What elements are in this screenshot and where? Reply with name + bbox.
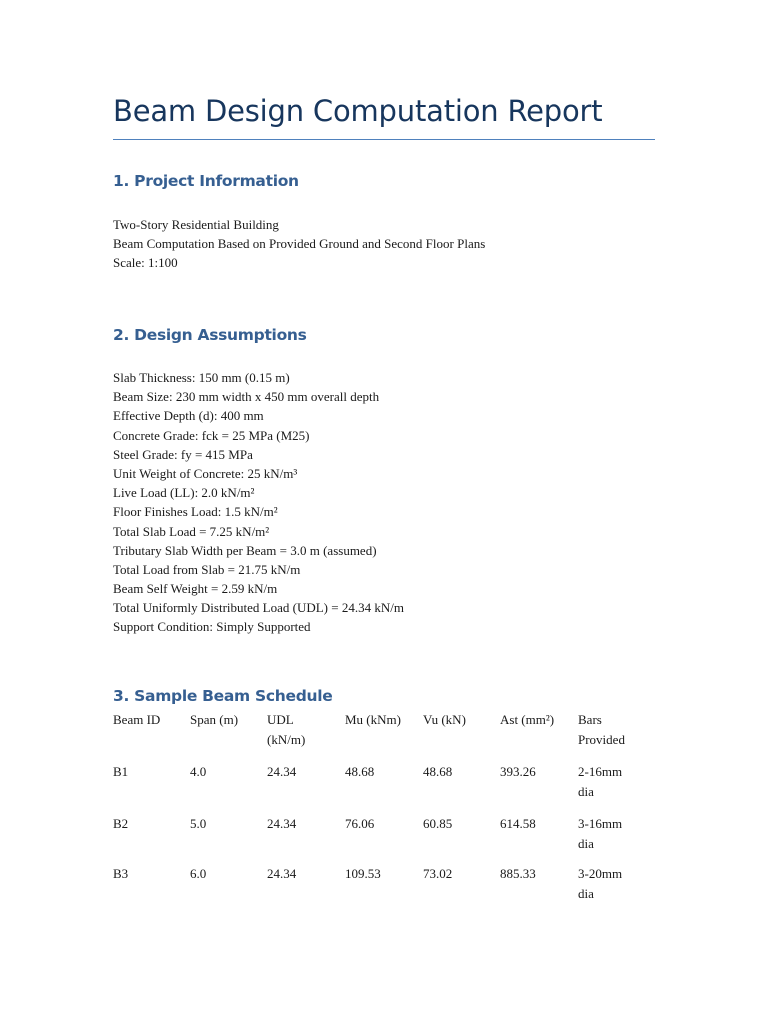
cell-text: B1 — [113, 764, 129, 779]
column-header-beam-id — [113, 710, 160, 730]
cell-bars-provided — [578, 814, 622, 853]
column-header-span — [190, 710, 238, 730]
document-title: Beam Design Computation Report — [113, 94, 603, 128]
cell-udl — [267, 762, 296, 782]
cell-text: 4.0 — [190, 764, 207, 779]
cell-text: 6.0 — [190, 866, 207, 881]
cell-ast — [500, 762, 536, 782]
text-line: Two-Story Residential Building — [113, 217, 279, 232]
cell-text: 60.85 — [423, 816, 453, 831]
header-line: Provided — [578, 731, 625, 747]
cell-text: 24.34 — [267, 866, 297, 881]
text-line: Total Slab Load = 7.25 kN/m² — [113, 523, 270, 539]
text-line: Beam Computation Based on Provided Ground and Second Floor Plans — [113, 236, 486, 252]
text-line: Tributary Slab Width per Beam = 3.0 m (assumed) — [113, 542, 377, 558]
header-line: Beam ID — [113, 712, 161, 727]
cell-text: B3 — [113, 866, 129, 881]
cell-text: 5.0 — [190, 816, 207, 831]
header-line: (kN/m) — [267, 731, 306, 747]
text-line: Total Load from Slab = 21.75 kN/m — [113, 561, 301, 577]
cell-text: 614.58 — [500, 816, 536, 831]
cell-bars-provided — [578, 762, 622, 801]
cell-udl — [267, 864, 296, 884]
cell-text: 3-20mm — [578, 866, 623, 881]
cell-mu — [345, 864, 381, 884]
cell-text: B2 — [113, 816, 129, 831]
text-line: Live Load (LL): 2.0 kN/m² — [113, 485, 255, 501]
text-line: Steel Grade: fy = 415 MPa — [113, 446, 253, 462]
project-information-lines — [113, 215, 655, 273]
cell-text: dia — [578, 783, 594, 799]
cell-beam-id — [113, 814, 128, 834]
text-line: Beam Self Weight = 2.59 kN/m — [113, 581, 278, 597]
cell-beam-id — [113, 864, 128, 884]
cell-span — [190, 762, 206, 782]
cell-text: 24.34 — [267, 816, 297, 831]
header-line: Vu (kN) — [423, 712, 466, 727]
cell-udl — [267, 814, 296, 834]
section-heading-sample-beam-schedule: 3. Sample Beam Schedule — [113, 687, 333, 705]
text-line: Beam Size: 230 mm width x 450 mm overall depth — [113, 389, 380, 405]
cell-text: 109.53 — [345, 866, 381, 881]
text-line: Slab Thickness: 150 mm (0.15 m) — [113, 370, 290, 385]
cell-text: 2-16mm — [578, 764, 623, 779]
text-line: Effective Depth (d): 400 mm — [113, 408, 264, 424]
column-header-bars-provided — [578, 710, 625, 749]
cell-text: 48.68 — [345, 764, 375, 779]
cell-text: 48.68 — [423, 764, 453, 779]
cell-ast — [500, 864, 536, 884]
text-line: Unit Weight of Concrete: 25 kN/m³ — [113, 465, 298, 481]
cell-text: 73.02 — [423, 866, 453, 881]
header-line: Bars — [578, 712, 602, 727]
cell-text: 885.33 — [500, 866, 536, 881]
cell-span — [190, 864, 206, 884]
text-line: Support Condition: Simply Supported — [113, 619, 311, 635]
header-line: Span (m) — [190, 712, 239, 727]
cell-vu — [423, 864, 452, 884]
cell-text: 393.26 — [500, 764, 536, 779]
text-line: Scale: 1:100 — [113, 255, 178, 271]
text-line: Total Uniformly Distributed Load (UDL) = 24.34 kN/m — [113, 600, 404, 616]
cell-beam-id — [113, 762, 128, 782]
cell-text: 76.06 — [345, 816, 375, 831]
column-header-ast — [500, 710, 554, 730]
cell-vu — [423, 814, 452, 834]
header-line: Mu (kNm) — [345, 712, 401, 727]
column-header-vu — [423, 710, 466, 730]
header-line: UDL — [267, 712, 294, 727]
cell-mu — [345, 814, 374, 834]
text-line: Concrete Grade: fck = 25 MPa (M25) — [113, 427, 310, 443]
title-underline — [113, 139, 655, 140]
column-header-udl — [267, 710, 305, 749]
cell-text: 24.34 — [267, 764, 297, 779]
header-line: Ast (mm²) — [500, 712, 555, 727]
cell-mu — [345, 762, 374, 782]
section-heading-design-assumptions: 2. Design Assumptions — [113, 326, 307, 344]
section-heading-project-information: 1. Project Information — [113, 172, 299, 190]
cell-span — [190, 814, 206, 834]
cell-ast — [500, 814, 536, 834]
cell-vu — [423, 762, 452, 782]
cell-text: dia — [578, 885, 594, 901]
design-assumptions-lines — [113, 368, 655, 637]
column-header-mu — [345, 710, 401, 730]
cell-text: 3-16mm — [578, 816, 623, 831]
cell-bars-provided — [578, 864, 622, 903]
text-line: Floor Finishes Load: 1.5 kN/m² — [113, 504, 278, 520]
cell-text: dia — [578, 835, 594, 851]
